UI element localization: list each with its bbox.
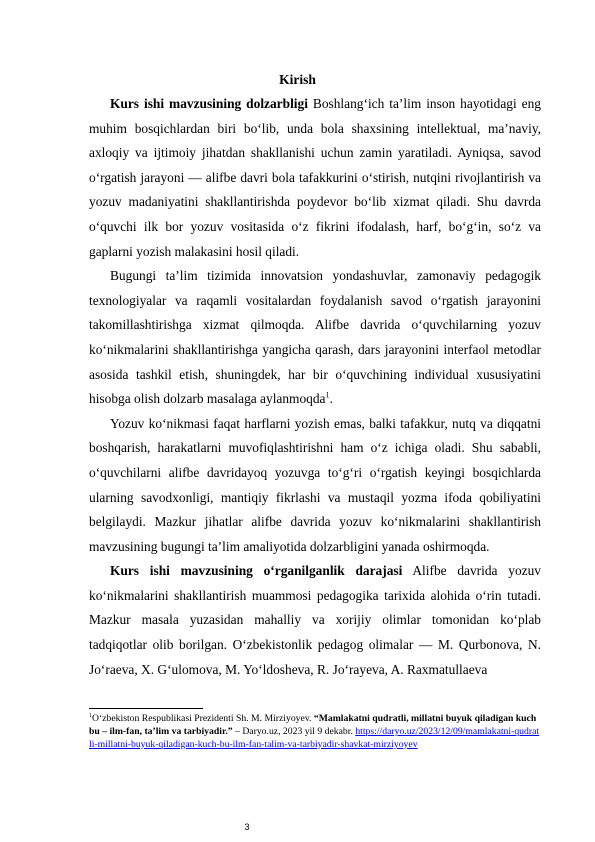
paragraph-innovation (89, 264, 541, 412)
footnote (89, 713, 541, 751)
innovation-text: Bugungi ta’lim tizimida innovatsion yondashuvlar, zamonaviy pedagogik texnologiyalar va raqamli vositalardan foydalanish savod o‘rgatish jarayonini takomillashtirishga xizmat qilmoqda. Alifbe davrida o‘quvchilarning yozuv ko‘nikmalarini shakllantirishga yangicha qarash, dars jarayonini interfaol metodlar asosida tashkil etish, shuningdek, har bir o‘quvchining individual xususiyatini hisobga olish dolzarb masalaga aylanmoqda (89, 268, 541, 407)
footnote-publisher: – Daryo.uz, 2023 yil 9 dekabr. (232, 725, 353, 737)
page-title: Kirish (279, 72, 316, 87)
paragraph-study-level (89, 559, 541, 682)
page-number: 3 (244, 822, 250, 832)
paragraph-writing-skills (89, 412, 541, 560)
body-text (89, 92, 541, 682)
footnote-number: 1 (89, 712, 92, 719)
footnote-ref[interactable]: 1 (325, 390, 330, 400)
study-level-heading: Kurs ishi mavzusining o‘rganilganlik darajasi (110, 563, 403, 579)
footnote-quote: “Mamlakatni qudratli, millatni buyuk qiladigan kuch bu – ilm-fan, ta’lim va tarbiyadir.” (89, 713, 537, 737)
footnote-link[interactable]: https://daryo.uz/2023/12/09/mamlakatni-qudratli-millatni-buyuk-qiladigan-kuch-bu-ilm-fan-talim-va-tarbiyadir-shavkat-mirziyoyev (89, 725, 540, 750)
study-level-text: Alifbe davrida yozuv ko‘nikmalarini shakllantirish muammosi pedagogika tarixida alohida o‘rin tutadi. Mazkur masala yuzasidan mahalliy va xorijiy olimlar tomonidan ko‘plab tadqiqotlar olib borilgan. O‘zbekistonlik pedagog olimalar — M. Qurbonova, N. Jo‘raeva, X. G‘ulomova, M. Yo‘ldosheva, R. Jo‘rayeva, A. Raxmatullaeva (89, 563, 541, 677)
paragraph-relevance (89, 92, 541, 264)
footnote-source: O‘zbekiston Respublikasi Prezidenti Sh. M. Mirziyoyev. (92, 713, 314, 724)
relevance-text: Boshlang‘ich ta’lim inson hayotidagi eng muhim bosqichlardan biri bo‘lib, unda bola shaxsining intellektual, ma’naviy, axloqiy va ijtimoiy jihatdan shakllanishi uchun zamin yaratiladi. Ayniqsa, savod o‘rgatish jarayoni — alifbe davri bola tafakkurini o‘stirish, nutqini rivojlantirish va yozuv madaniyatini shakllantirishda poydevor bo‘lib xizmat qiladi. Shu davrda o‘quvchi ilk bor yozuv vositasida o‘z fikrini ifodalash, harf, bo‘g‘in, so‘z va gaplarni yozish malakasini hosil qiladi. (89, 96, 542, 259)
footnote-divider (89, 708, 203, 709)
relevance-heading: Kurs ishi mavzusining dolzarbligi (110, 96, 308, 111)
innovation-end: . (329, 391, 333, 407)
writing-skills-text: Yozuv ko‘nikmasi faqat harflarni yozish emas, balki tafakkur, nutq va diqqatni boshqarish, harakatlarni muvofiqlashtirishni ham o‘z ichiga oladi. Shu sababli, o‘quvchilarni alifbe davridayoq yozuvga to‘g‘ri o‘rgatish keyingi bosqichlarda ularning savodxonligi, mantiqiy fikrlashi va mustaqil yozma ifoda qobiliyatini belgilaydi. Mazkur jihatlar alifbe davrida yozuv ko‘nikmalarini shakllantirish mavzusining bugungi ta’lim amaliyotida dolzarbligini yanada oshirmoqda. (89, 415, 541, 554)
